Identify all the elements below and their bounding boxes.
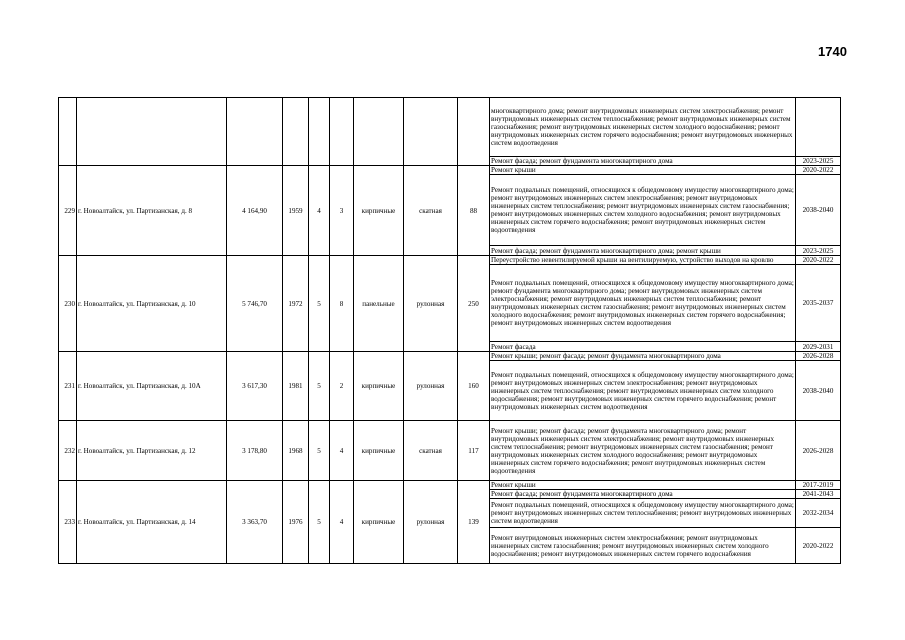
floor-count: 4 bbox=[309, 166, 330, 256]
entrance-count: 4 bbox=[330, 421, 354, 481]
work-description: Ремонт подвальных помещений, относящихся к общедомовому имуществу многоквартирного дома; ремонт внутридомовых инженерных систем электроснабжения; ремонт внутридомовых инженерных систем теплоснабжения; ремонт внутридомовых инженерных систем газоснабжения; ремонт внутридомовых инженерных систем холодного водоснабжения; ремонт внутридомовых инженерных систем горячего водоснабжения; ремонт внутридомовых инженерных систем водоотведения bbox=[490, 175, 796, 246]
work-description: Ремонт крыши; ремонт фасада; ремонт фундамента многоквартирного дома bbox=[490, 352, 796, 361]
work-period: 2020-2022 bbox=[796, 528, 841, 564]
resident-count: 160 bbox=[458, 352, 490, 421]
resident-count: 117 bbox=[458, 421, 490, 481]
work-period: 2023-2025 bbox=[796, 246, 841, 256]
repair-schedule-table bbox=[58, 97, 841, 564]
work-period: 2038-2040 bbox=[796, 361, 841, 421]
work-period: 2023-2025 bbox=[796, 157, 841, 166]
house-number bbox=[59, 98, 77, 166]
work-description: Ремонт внутридомовых инженерных систем электроснабжения; ремонт внутридомовых инженерных систем газоснабжения; ремонт внутридомовых инженерных систем холодного водоснабжения; ремонт внутридомовых инженерных систем горячего водоснабжения bbox=[490, 528, 796, 564]
house-area: 3 178,80 bbox=[227, 421, 283, 481]
house-area bbox=[227, 98, 283, 166]
build-year: 1959 bbox=[283, 166, 309, 256]
house-address: г. Новоалтайск, ул. Партизанская, д. 12 bbox=[77, 421, 227, 481]
table-row bbox=[59, 98, 841, 157]
resident-count: 139 bbox=[458, 481, 490, 564]
roof-type: скатная bbox=[404, 166, 458, 256]
work-period: 2032-2034 bbox=[796, 499, 841, 528]
work-description: Ремонт фасада bbox=[490, 342, 796, 352]
roof-type: рулонная bbox=[404, 256, 458, 352]
work-period: 2035-2037 bbox=[796, 265, 841, 342]
work-description: Ремонт фасада; ремонт фундамента многоквартирного дома; ремонт крыши bbox=[490, 246, 796, 256]
build-year: 1972 bbox=[283, 256, 309, 352]
floor-count: 5 bbox=[309, 256, 330, 352]
work-description: Ремонт подвальных помещений, относящихся к общедомовому имуществу многоквартирного дома; ремонт внутридомовых инженерных систем теплоснабжения; ремонт внутридомовых инженерных систем водоотведения bbox=[490, 499, 796, 528]
work-period: 2017-2019 bbox=[796, 481, 841, 490]
entrance-count: 3 bbox=[330, 166, 354, 256]
resident-count bbox=[458, 98, 490, 166]
table-body bbox=[59, 98, 841, 564]
house-address bbox=[77, 98, 227, 166]
work-description: Ремонт крыши bbox=[490, 166, 796, 175]
resident-count: 250 bbox=[458, 256, 490, 352]
house-address: г. Новоалтайск, ул. Партизанская, д. 10 bbox=[77, 256, 227, 352]
work-description: многоквартирного дома; ремонт внутридомовых инженерных систем электроснабжения; ремонт внутридомовых инженерных систем теплоснабжения; ремонт внутридомовых инженерных систем газоснабжения; ремонт внутридомовых инженерных систем холодного водоснабжения; ремонт внутридомовых инженерных систем горячего водоснабжения; ремонт внутридомовых инженерных систем водоотведения bbox=[490, 98, 796, 157]
table-row bbox=[59, 166, 841, 175]
work-period bbox=[796, 98, 841, 157]
work-period: 2041-2043 bbox=[796, 490, 841, 499]
table-row bbox=[59, 421, 841, 481]
build-year: 1968 bbox=[283, 421, 309, 481]
build-year: 1976 bbox=[283, 481, 309, 564]
build-year: 1981 bbox=[283, 352, 309, 421]
floor-count: 5 bbox=[309, 481, 330, 564]
entrance-count: 4 bbox=[330, 481, 354, 564]
roof-type bbox=[404, 98, 458, 166]
work-period: 2026-2028 bbox=[796, 421, 841, 481]
work-description: Ремонт подвальных помещений, относящихся к общедомовому имуществу многоквартирного дома; ремонт внутридомовых инженерных систем электроснабжения; ремонт внутридомовых инженерных систем теплоснабжения; ремонт внутридомовых инженерных систем холодного водоснабжения; ремонт внутридомовых инженерных систем горячего водоснабжения; ремонт внутридомовых инженерных систем водоотведения bbox=[490, 361, 796, 421]
work-description: Переустройство невентилируемой крыши на вентилируемую, устройство выходов на кровлю bbox=[490, 256, 796, 265]
house-area: 5 746,70 bbox=[227, 256, 283, 352]
work-period: 2026-2028 bbox=[796, 352, 841, 361]
work-description: Ремонт крыши; ремонт фасада; ремонт фундамента многоквартирного дома; ремонт внутридомовых инженерных систем электроснабжения; ремонт внутридомовых инженерных систем теплоснабжения; ремонт внутридомовых инженерных систем газоснабжения; ремонт внутридомовых инженерных систем холодного водоснабжения; ремонт внутридомовых инженерных систем горячего водоснабжения; ремонт внутридомовых инженерных систем водоотведения bbox=[490, 421, 796, 481]
work-description: Ремонт фасада; ремонт фундамента многоквартирного дома bbox=[490, 490, 796, 499]
floor-count: 5 bbox=[309, 352, 330, 421]
entrance-count: 8 bbox=[330, 256, 354, 352]
work-period: 2038-2040 bbox=[796, 175, 841, 246]
wall-material: кирпичные bbox=[354, 421, 404, 481]
roof-type: рулонная bbox=[404, 352, 458, 421]
work-period: 2020-2022 bbox=[796, 166, 841, 175]
wall-material: панельные bbox=[354, 256, 404, 352]
wall-material bbox=[354, 98, 404, 166]
entrance-count bbox=[330, 98, 354, 166]
house-address: г. Новоалтайск, ул. Партизанская, д. 14 bbox=[77, 481, 227, 564]
house-number: 232 bbox=[59, 421, 77, 481]
table-row bbox=[59, 256, 841, 265]
work-period: 2020-2022 bbox=[796, 256, 841, 265]
work-description: Ремонт подвальных помещений, относящихся к общедомовому имуществу многоквартирного дома; ремонт фундамента многоквартирного дома; ремонт внутридомовых инженерных систем электроснабжения; ремонт внутридомовых инженерных систем теплоснабжения; ремонт внутридомовых инженерных систем газоснабжения; ремонт внутридомовых инженерных систем холодного водоснабжения; ремонт внутридомовых инженерных систем горячего водоснабжения; ремонт внутридомовых инженерных систем водоотведения bbox=[490, 265, 796, 342]
house-address: г. Новоалтайск, ул. Партизанская, д. 8 bbox=[77, 166, 227, 256]
work-period: 2029-2031 bbox=[796, 342, 841, 352]
work-description: Ремонт фасада; ремонт фундамента многоквартирного дома bbox=[490, 157, 796, 166]
table-row bbox=[59, 481, 841, 490]
work-description: Ремонт крыши bbox=[490, 481, 796, 490]
roof-type: скатная bbox=[404, 421, 458, 481]
wall-material: кирпичные bbox=[354, 352, 404, 421]
table-row bbox=[59, 352, 841, 361]
house-address: г. Новоалтайск, ул. Партизанская, д. 10А bbox=[77, 352, 227, 421]
floor-count bbox=[309, 98, 330, 166]
wall-material: кирпичные bbox=[354, 166, 404, 256]
house-area: 4 164,90 bbox=[227, 166, 283, 256]
house-number: 233 bbox=[59, 481, 77, 564]
house-number: 230 bbox=[59, 256, 77, 352]
wall-material: кирпичные bbox=[354, 481, 404, 564]
resident-count: 88 bbox=[458, 166, 490, 256]
build-year bbox=[283, 98, 309, 166]
floor-count: 5 bbox=[309, 421, 330, 481]
roof-type: рулонная bbox=[404, 481, 458, 564]
house-area: 3 363,70 bbox=[227, 481, 283, 564]
house-area: 3 617,30 bbox=[227, 352, 283, 421]
house-number: 231 bbox=[59, 352, 77, 421]
entrance-count: 2 bbox=[330, 352, 354, 421]
house-number: 229 bbox=[59, 166, 77, 256]
page-number: 1740 bbox=[818, 44, 847, 59]
